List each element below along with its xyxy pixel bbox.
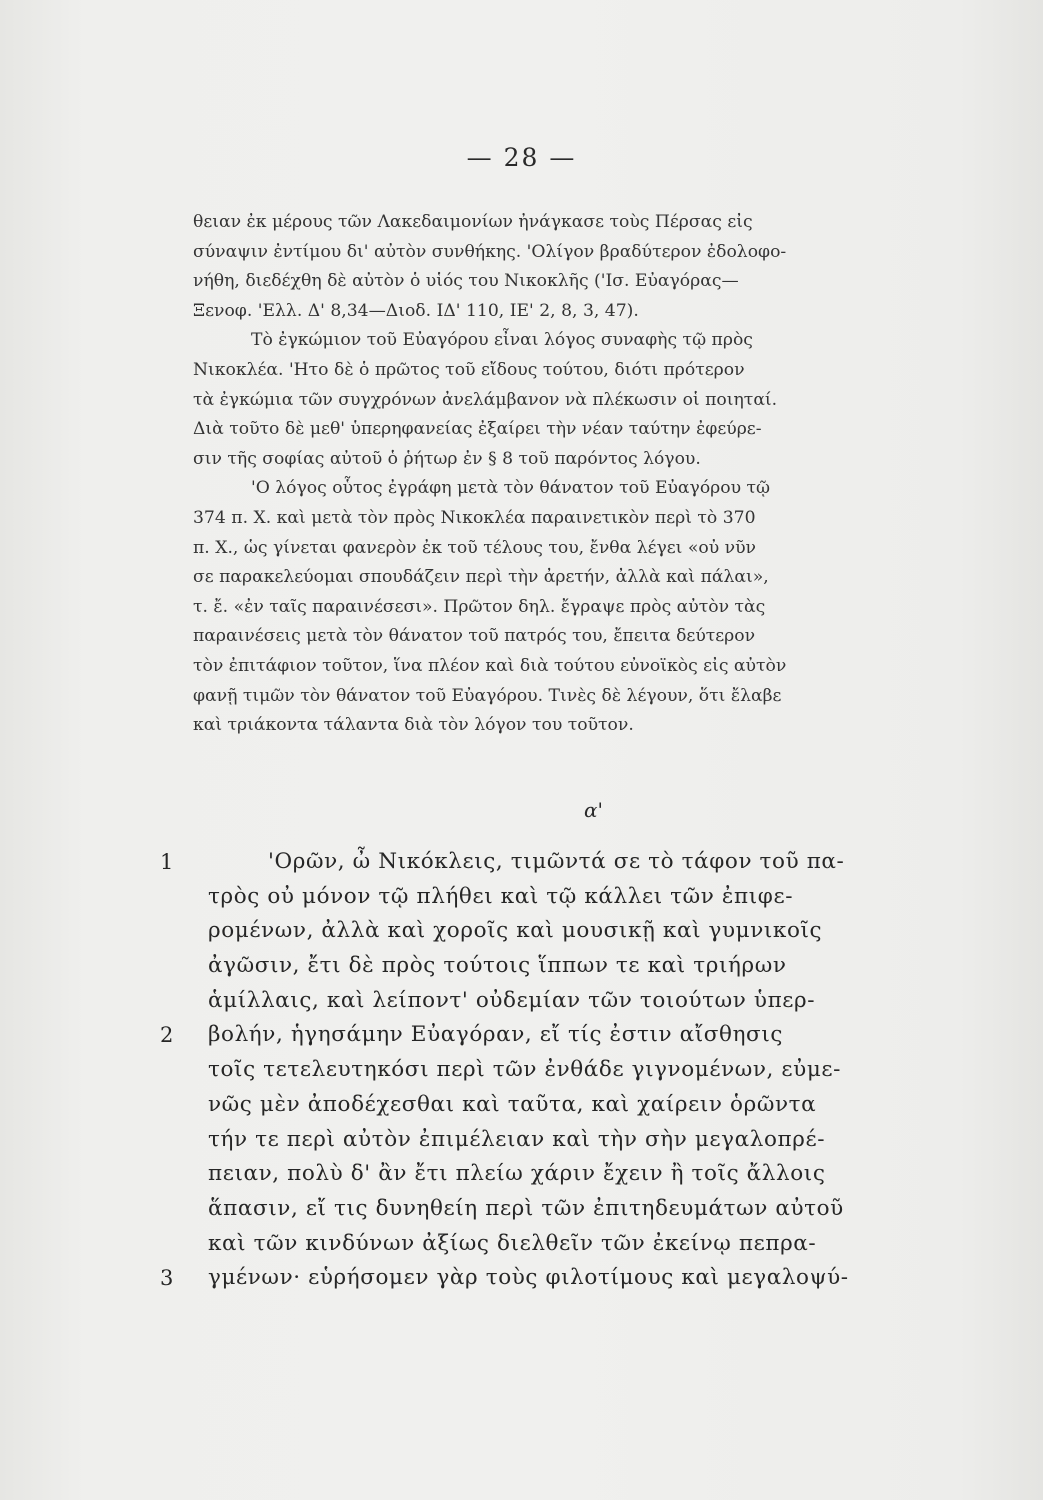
- note-line: τ. ἔ. «ἐν ταῖς παραινέσεσι». Πρῶτον δηλ. ἔγραψε πρὸς αὐτὸν τὰς: [193, 596, 766, 617]
- note-line: σύναψιν ἐντίμου δι' αὐτὸν συνθήκης. 'Ολίγον βραδύτερον ἐδολοφο-: [193, 241, 787, 262]
- line-text: τοῖς τετελευτηκόσι περὶ τῶν ἐνθάδε γιγνομένων, εὐμε-: [208, 1057, 842, 1083]
- main-text: [0, 845, 1043, 1296]
- text-line: [0, 1123, 1043, 1158]
- line-text: 'Ορῶν, ὦ Νικόκλεις, τιμῶντά σε τὸ τάφον τοῦ πα-: [268, 849, 845, 874]
- note-line: τὸν ἐπιτάφιον τοῦτον, ἵνα πλέον καὶ διὰ τούτου εὐνοϊκὸς εἰς αὐτὸν: [193, 655, 787, 676]
- introduction-notes: [193, 208, 1023, 741]
- text-line: [0, 1053, 1043, 1088]
- line-text: γμένων· εὑρήσομεν γὰρ τοὺς φιλοτίμους καὶ μεγαλοψύ-: [208, 1265, 849, 1291]
- note-line: 374 π. Χ. καὶ μετὰ τὸν πρὸς Νικοκλέα παραινετικὸν περὶ τὸ 370: [193, 507, 756, 528]
- note-line: Νικοκλέα. 'Ητο δὲ ὁ πρῶτος τοῦ εἴδους τούτου, διότι πρότερον: [193, 359, 745, 380]
- note-line: Τὸ ἐγκώμιον τοῦ Εὐαγόρου εἶναι λόγος συναφὴς τῷ πρὸς: [251, 330, 753, 351]
- line-text: ἀγῶσιν, ἔτι δὲ πρὸς τούτοις ἵππων τε καὶ τριήρων: [208, 953, 787, 979]
- text-line: [0, 914, 1043, 949]
- text-line: [0, 880, 1043, 915]
- text-line: [0, 1088, 1043, 1123]
- paragraph-number: 1: [160, 850, 174, 874]
- text-line: [0, 1192, 1043, 1227]
- text-line: [0, 1261, 1043, 1296]
- note-line: θειαν ἐκ μέρους τῶν Λακεδαιμονίων ἠνάγκασε τοὺς Πέρσας εἰς: [193, 212, 753, 232]
- text-line: [0, 949, 1043, 984]
- line-text: τρὸς οὐ μόνον τῷ πλήθει καὶ τῷ κάλλει τῶν ἐπιφε-: [208, 883, 794, 909]
- note-line: φανῇ τιμῶν τὸν θάνατον τοῦ Εὐαγόρου. Τινὲς δὲ λέγουν, ὅτι ἔλαβε: [193, 685, 782, 706]
- text-line: [0, 845, 1043, 880]
- note-line: σιν τῆς σοφίας αὐτοῦ ὁ ῥήτωρ ἐν § 8 τοῦ παρόντος λόγου.: [193, 448, 701, 469]
- line-text: ἁμίλλαις, καὶ λείποντ' οὐδεμίαν τῶν τοιούτων ὑπερ-: [208, 987, 816, 1013]
- line-text: βολήν, ἡγησάμην Εὐαγόραν, εἴ τίς ἐστιν αἴσθησις: [208, 1022, 784, 1048]
- note-line: 'Ο λόγος οὗτος ἐγράφη μετὰ τὸν θάνατον τοῦ Εὐαγόρου τῷ: [251, 478, 771, 499]
- paragraph-number: 2: [160, 1023, 174, 1048]
- page-number: — 28 —: [466, 143, 577, 172]
- section-marker: α': [584, 798, 604, 822]
- note-line: σε παρακελεύομαι σπουδάζειν περὶ τὴν ἀρετήν, ἀλλὰ καὶ πάλαι»,: [193, 567, 769, 588]
- paragraph-number: 3: [160, 1266, 174, 1291]
- note-line: τὰ ἐγκώμια τῶν συγχρόνων ἀνελάμβανον νὰ πλέκωσιν οἱ ποιηταί.: [193, 389, 778, 410]
- line-text: ρομένων, ἀλλὰ καὶ χοροῖς καὶ μουσικῇ καὶ γυμνικοῖς: [208, 918, 823, 944]
- note-line: Ξενοφ. 'Ελλ. Δ' 8,34—Διοδ. ΙΔ' 110, ΙΕ' 2, 8, 3, 47).: [193, 300, 639, 321]
- note-line: Διὰ τοῦτο δὲ μεθ' ὑπερηφανείας ἐξαίρει τὴν νέαν ταύτην ἐφεύρε-: [193, 419, 762, 440]
- note-line: παραινέσεις μετὰ τὸν θάνατον τοῦ πατρός του, ἔπειτα δεύτερον: [193, 626, 756, 647]
- text-line: [0, 984, 1043, 1019]
- line-text: τήν τε περὶ αὐτὸν ἐπιμέλειαν καὶ τὴν σὴν μεγαλοπρέ-: [208, 1126, 826, 1152]
- note-line: π. Χ., ὡς γίνεται φανερὸν ἐκ τοῦ τέλους του, ἔνθα λέγει «οὐ νῦν: [193, 537, 756, 558]
- line-text: καὶ τῶν κινδύνων ἀξίως διελθεῖν τῶν ἐκείνῳ πεπρα-: [208, 1230, 817, 1256]
- text-line: [0, 1018, 1043, 1053]
- line-text: νῶς μὲν ἀποδέχεσθαι καὶ ταῦτα, καὶ χαίρειν ὁρῶντα: [208, 1091, 817, 1117]
- text-line: [0, 1157, 1043, 1192]
- line-text: ἅπασιν, εἴ τις δυνηθείη περὶ τῶν ἐπιτηδευμάτων αὐτοῦ: [208, 1195, 844, 1221]
- note-line: καὶ τριάκοντα τάλαντα διὰ τὸν λόγον του τοῦτον.: [193, 715, 634, 736]
- line-text: πειαν, πολὺ δ' ἂν ἔτι πλείω χάριν ἔχειν ἢ τοῖς ἄλλοις: [208, 1161, 826, 1187]
- note-line: νήθη, διεδέχθη δὲ αὐτὸν ὁ υἱός του Νικοκλῆς ('Ισ. Εὐαγόρας—: [193, 271, 739, 292]
- text-line: [0, 1227, 1043, 1262]
